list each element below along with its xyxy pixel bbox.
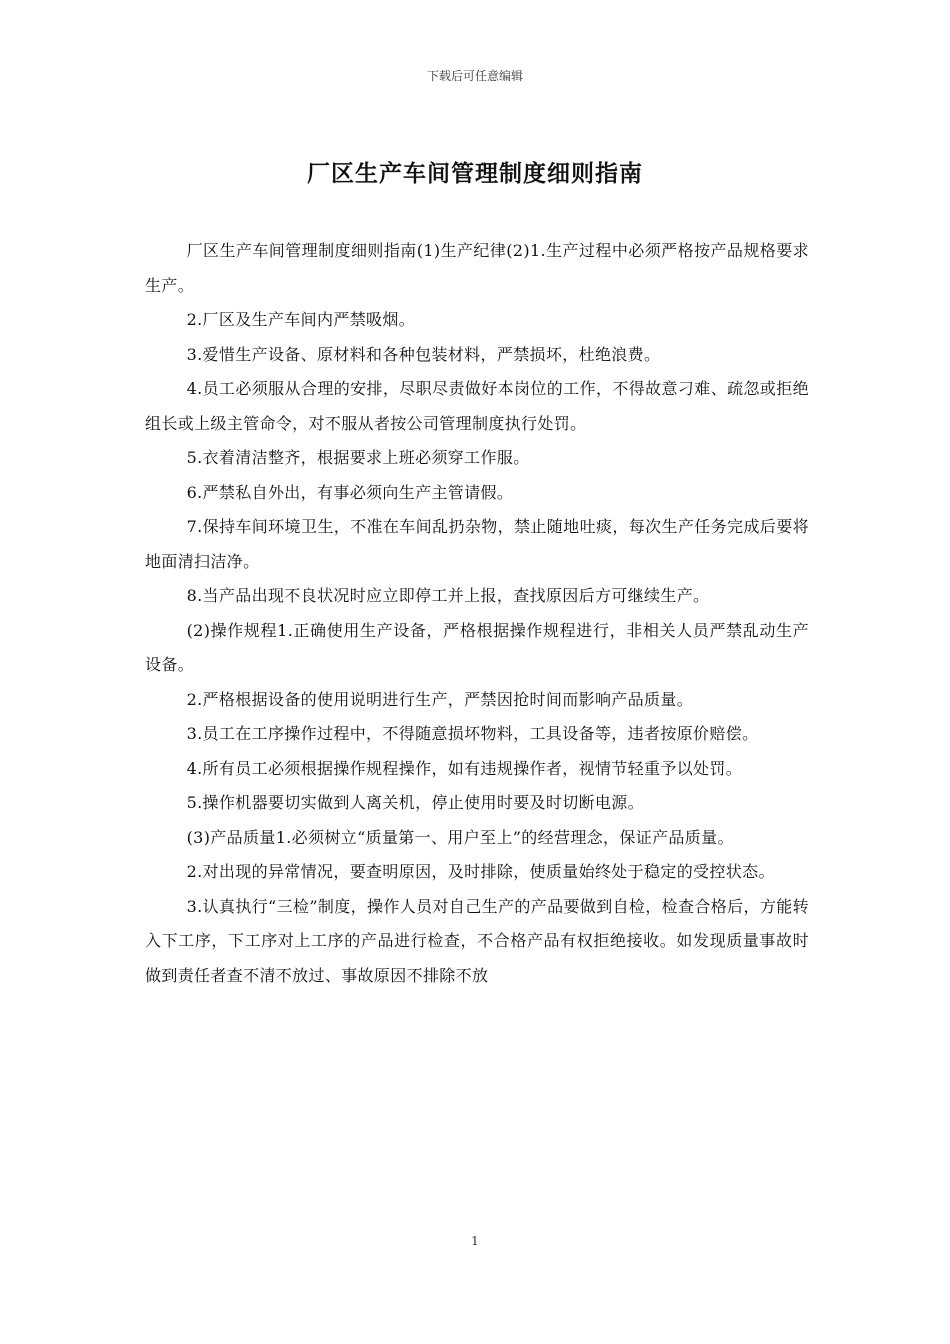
- document-body: [145, 234, 809, 993]
- paragraph: (3)产品质量1.必须树立“质量第一、用户至上”的经营理念，保证产品质量。: [186, 827, 734, 847]
- paragraph: 2.对出现的异常情况，要查明原因，及时排除，使质量始终处于稳定的受控状态。: [186, 862, 775, 881]
- paragraph: 8.当产品出现不良状况时应立即停工并上报，查找原因后方可继续生产。: [186, 586, 710, 605]
- paragraph: 厂区生产车间管理制度细则指南(1)生产纪律(2)1.生产过程中必须严格按产品规格要求生产。: [145, 241, 809, 295]
- document-title: 厂区生产车间管理制度细则指南: [307, 161, 643, 187]
- paragraph: 2.严格根据设备的使用说明进行生产，严禁因抢时间而影响产品质量。: [186, 689, 694, 709]
- paragraph: 4.员工必须服从合理的安排，尽职尽责做好本岗位的工作，不得故意刁难、疏忽或拒绝组长或上级主管命令，对不服从者按公司管理制度执行处罚。: [145, 379, 809, 433]
- page-number: 1: [471, 1234, 479, 1248]
- paragraph: 7.保持车间环境卫生，不准在车间乱扔杂物，禁止随地吐痰，每次生产任务完成后要将地面清扫洁净。: [145, 517, 809, 571]
- paragraph: 3.员工在工序操作过程中，不得随意损坏物料，工具设备等，违者按原价赔偿。: [186, 724, 759, 743]
- paragraph: 2.厂区及生产车间内严禁吸烟。: [186, 310, 416, 329]
- paragraph: 5.衣着清洁整齐，根据要求上班必须穿工作服。: [186, 448, 530, 467]
- paragraph: 3.爱惜生产设备、原材料和各种包装材料，严禁损坏，杜绝浪费。: [186, 344, 661, 364]
- header-note: 下载后可任意编辑: [426, 69, 523, 83]
- paragraph: 6.严禁私自外出，有事必须向生产主管请假。: [186, 482, 514, 502]
- paragraph: 4.所有员工必须根据操作规程操作，如有违规操作者，视情节轻重予以处罚。: [186, 758, 743, 778]
- paragraph: 5.操作机器要切实做到人离关机，停止使用时要及时切断电源。: [186, 793, 645, 812]
- paragraph: (2)操作规程1.正确使用生产设备，严格根据操作规程进行，非相关人员严禁乱动生产设备。: [145, 620, 809, 674]
- paragraph: 3.认真执行“三检”制度，操作人员对自己生产的产品要做到自检，检查合格后，方能转入下工序，下工序对上工序的产品进行检查，不合格产品有权拒绝接收。如发现质量事故时做到责任者查不清不放过、事故原因不排除不放: [145, 896, 809, 985]
